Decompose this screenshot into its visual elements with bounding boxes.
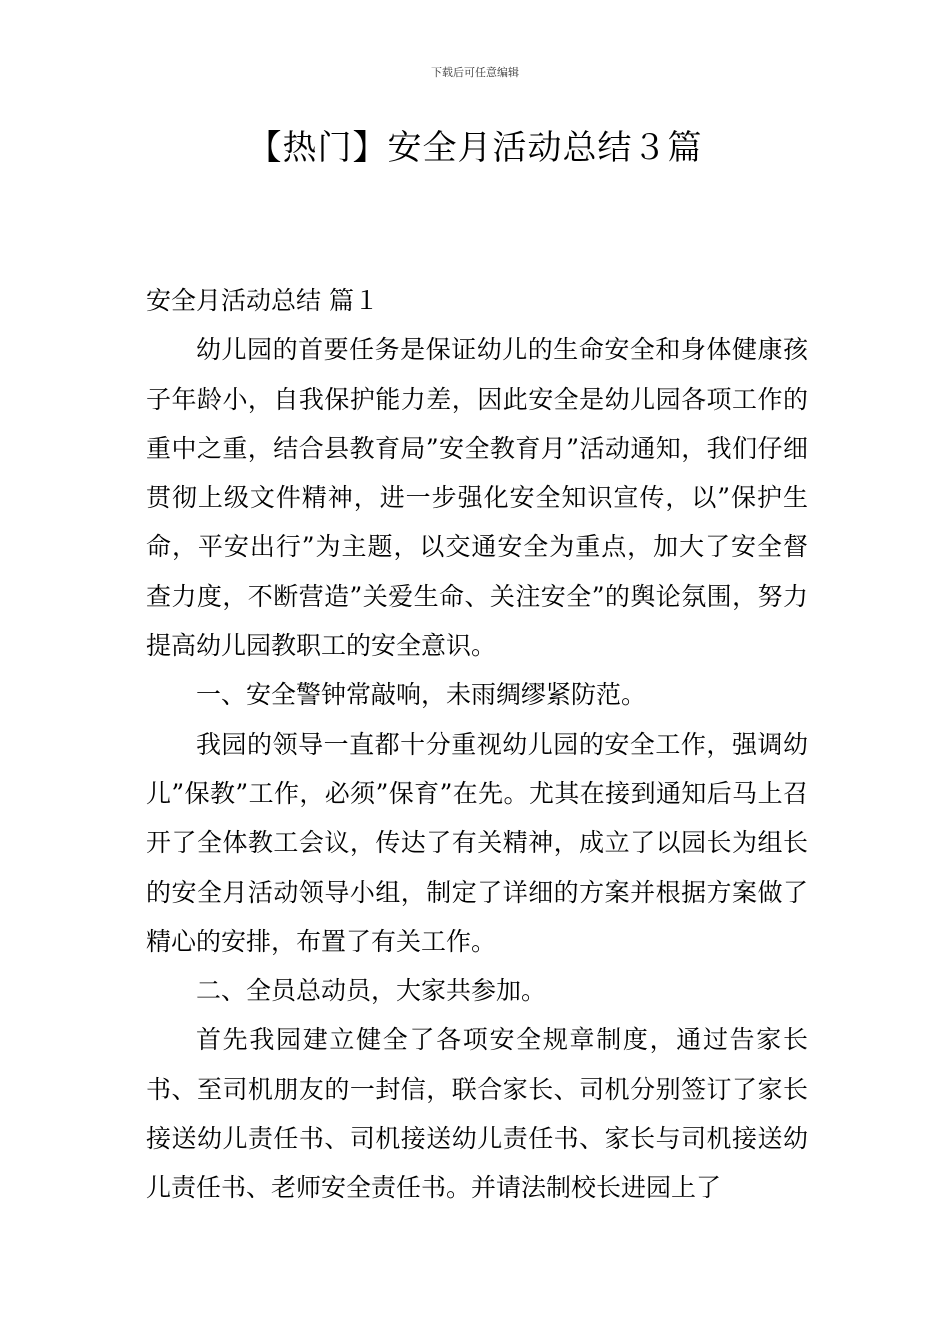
paragraph: 首先我园建立健全了各项安全规章制度，通过告家长书、至司机朋友的一封信，联合家长、司机分别签订了家长接送幼儿责任书、司机接送幼儿责任书、家长与司机接送幼儿责任书、老师安全责任书。并请法制校长进园上了 xyxy=(146,1025,808,1203)
paragraph-heading: 二、全员总动员，大家共参加。 xyxy=(196,976,547,1006)
paragraph: 我园的领导一直都十分重视幼儿园的安全工作，强调幼儿”保教”工作，必须”保育”在先。尤其在接到通知后马上召开了全体教工会议，传达了有关精神，成立了以园长为组长的安全月活动领导小组，制定了详细的方案并根据方案做了精心的安排，布置了有关工作。 xyxy=(146,729,808,956)
paragraph: 幼儿园的首要任务是保证幼儿的生命安全和身体健康孩子年龄小，自我保护能力差，因此安全是幼儿园各项工作的重中之重，结合县教育局”安全教育月”活动通知，我们仔细贯彻上级文件精神，进一步强化安全知识宣传，以”保护生命，平安出行”为主题，以交通安全为重点，加大了安全督查力度，不断营造”关爱生命、关注安全”的舆论氛围，努力提高幼儿园教职工的安全意识。 xyxy=(146,335,808,661)
header-note: 下载后可任意编辑 xyxy=(431,66,519,79)
section-heading: 安全月活动总结 篇１ xyxy=(146,286,379,315)
paragraph-heading: 一、安全警钟常敲响，未雨绸缪紧防范。 xyxy=(196,680,647,710)
document-body xyxy=(146,276,808,1213)
document-title: 【热门】安全月活动总结３篇 xyxy=(247,128,703,168)
